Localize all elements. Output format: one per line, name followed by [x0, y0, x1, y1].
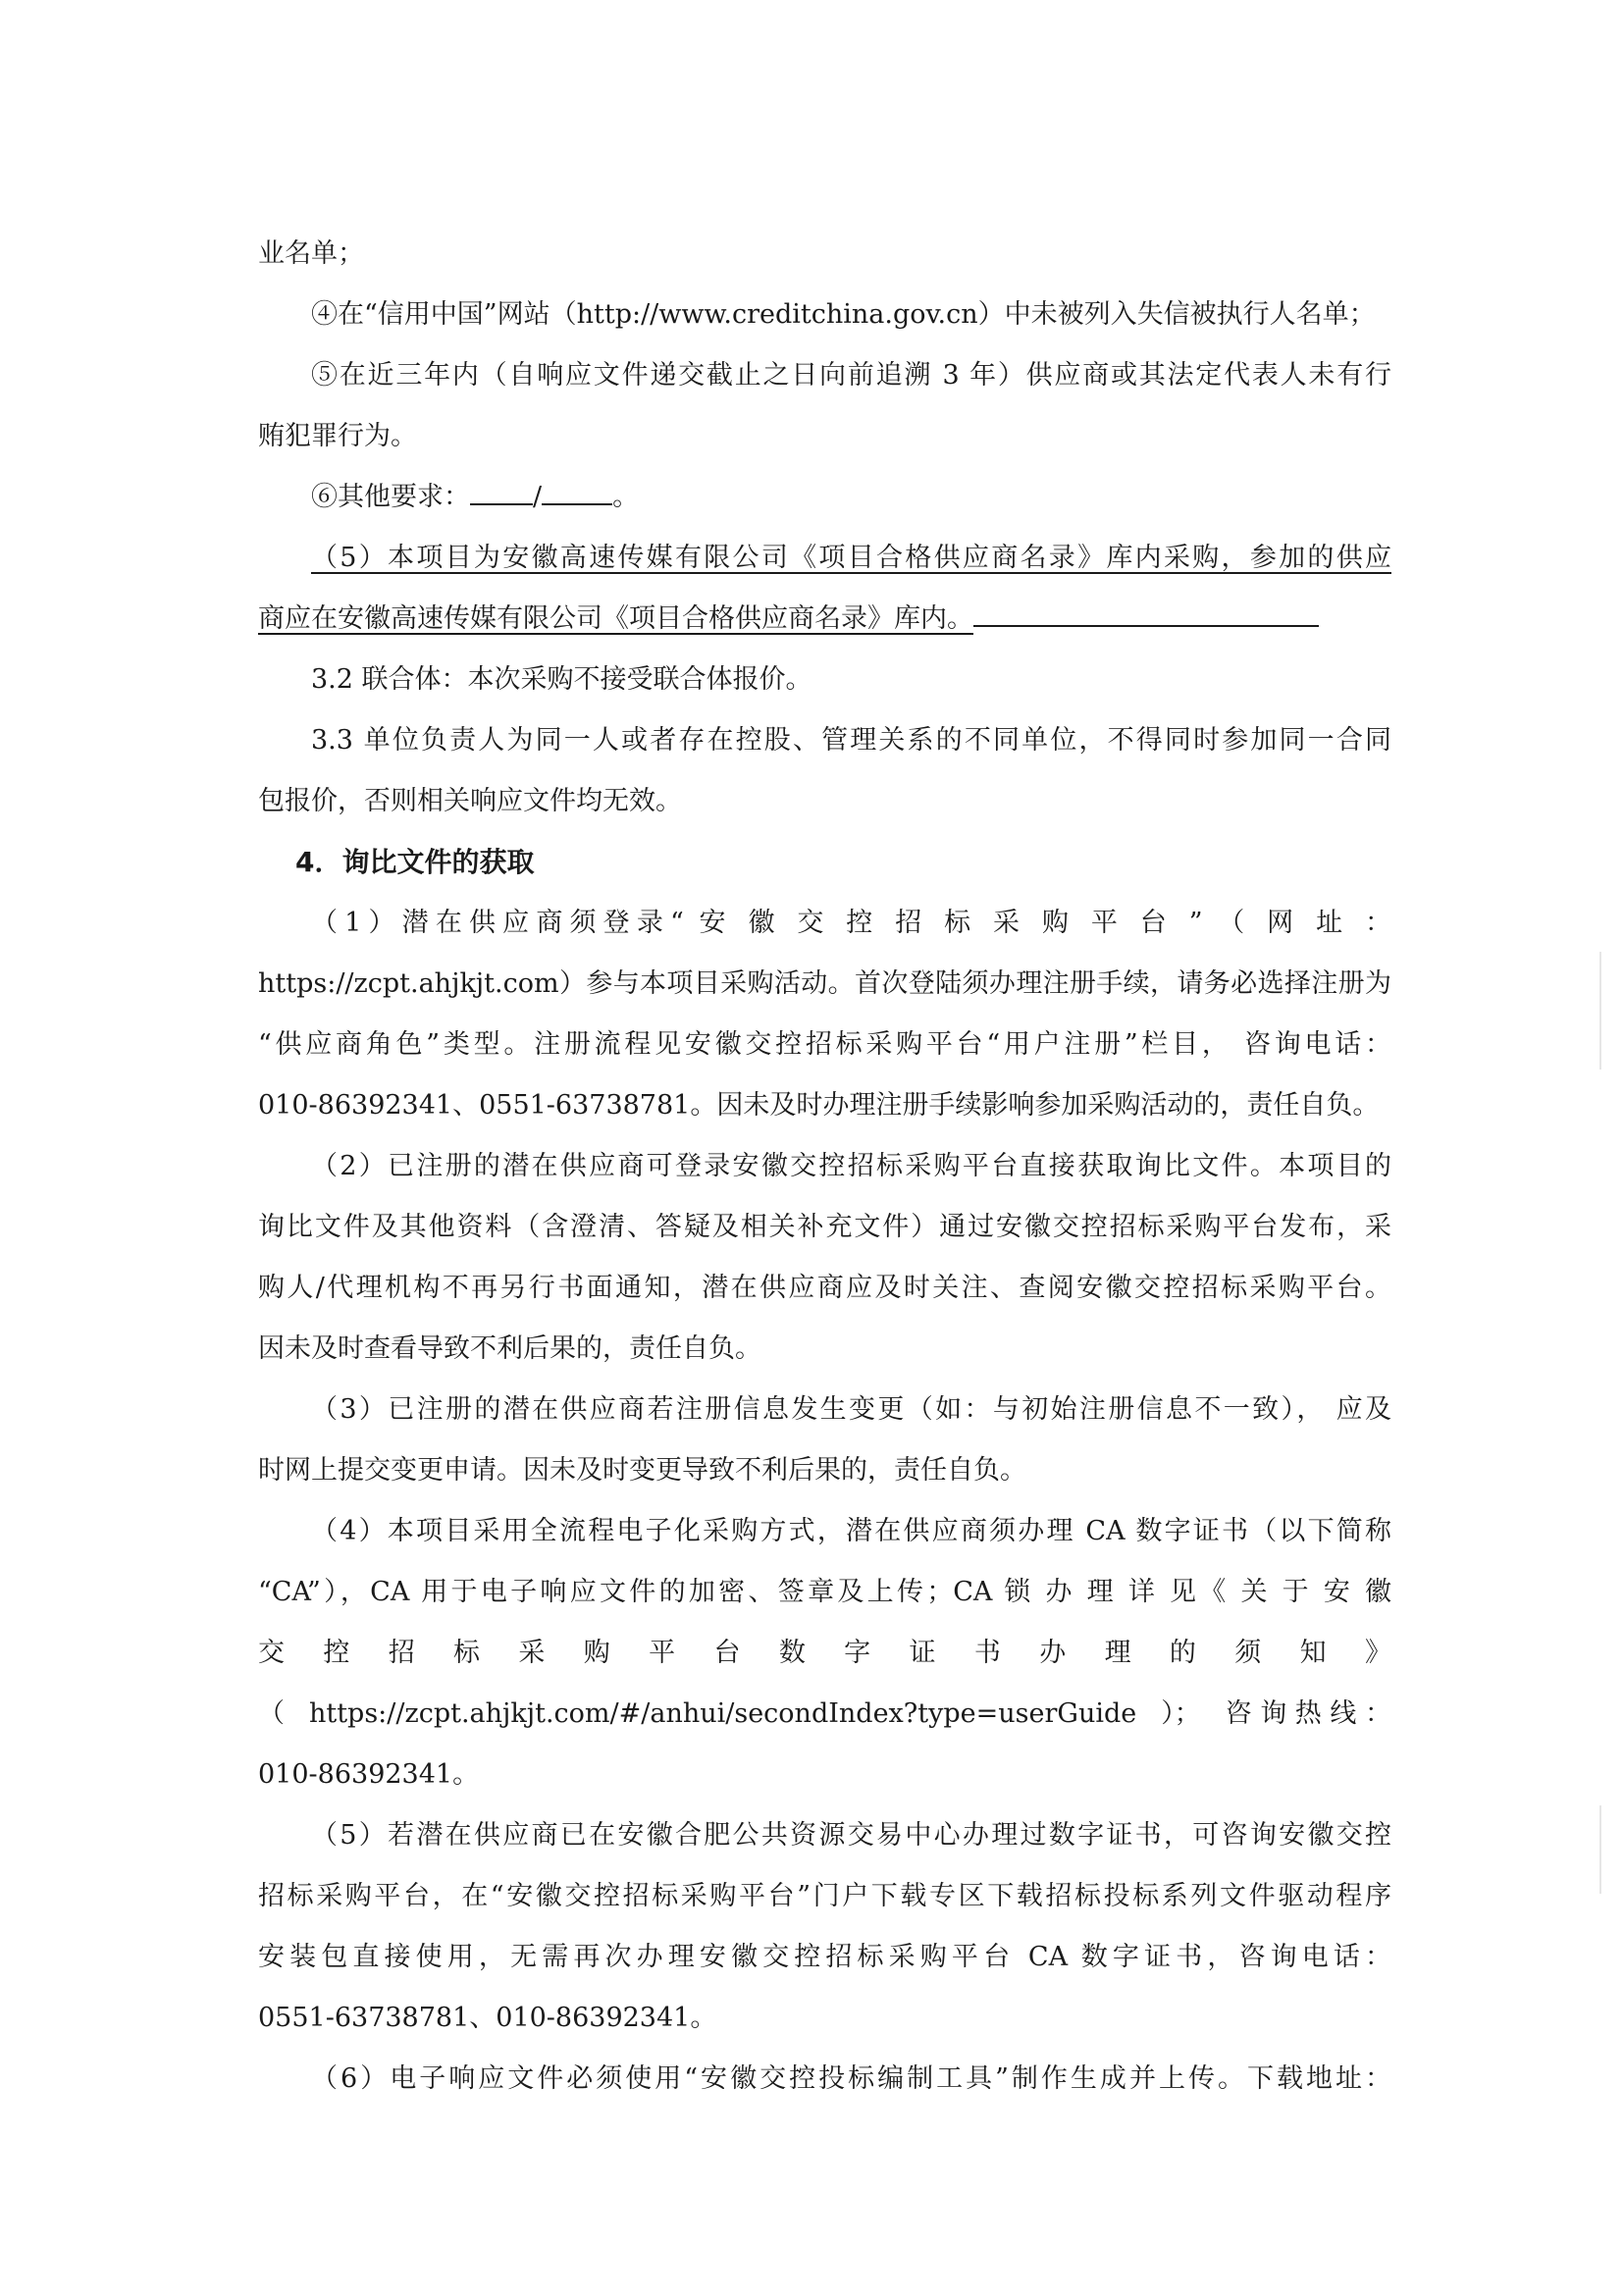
- text-line: 安装包直接使用，无需再次办理安徽交控招标采购平台 CA 数字证书，咨询电话：: [258, 1942, 1391, 1972]
- underline-rule: [973, 598, 1319, 627]
- text-line: 3.3 单位负责人为同一人或者存在控股、管理关系的不同单位，不得同时参加同一合同: [311, 725, 1391, 756]
- other-requirements-value: /: [533, 482, 543, 512]
- text-line: （4）本项目采用全流程电子化采购方式，潜在供应商须办理 CA 数字证书（以下简称: [311, 1516, 1391, 1546]
- text-line: （6）电子响应文件必须使用“安徽交控投标编制工具”制作生成并上传。下载地址：: [311, 2063, 1391, 2094]
- underlined-text: 商应在安徽高速传媒有限公司《项目合格供应商名录》库内。: [258, 603, 973, 634]
- scan-edge-mark: [1599, 1805, 1601, 1894]
- text-line: ⑤在近三年内（自响应文件递交截止之日向前追溯 3 年）供应商或其法定代表人未有行: [311, 360, 1391, 391]
- text-line: （2）已注册的潜在供应商可登录安徽交控招标采购平台直接获取询比文件。本项目的: [311, 1151, 1391, 1181]
- text-line: 交 控 招 标 采 购 平 台 数 字 证 书 办 理 的 须 知 》: [258, 1638, 1391, 1668]
- text-line: “供应商角色”类型。注册流程见安徽交控招标采购平台“用户注册”栏目， 咨询电话：: [258, 1029, 1391, 1060]
- text-line: 3.2 联合体：本次采购不接受联合体报价。: [311, 664, 812, 695]
- blank-field: [542, 476, 612, 505]
- text-line: 010-86392341。: [258, 1759, 480, 1790]
- text-line: https://zcpt.ahjkjt.com）参与本项目采购活动。首次登陆须办理注册手续，请务必选择注册为: [258, 968, 1391, 999]
- underlined-clause: [258, 589, 1391, 650]
- text-line: ④在“信用中国”网站（http://www.creditchina.gov.cn）中未被列入失信被执行人名单；: [311, 299, 1376, 330]
- text-line: 贿犯罪行为。: [258, 421, 417, 451]
- other-requirements-line: [258, 467, 1391, 528]
- other-requirements-label: ⑥其他要求：: [311, 482, 470, 512]
- text-line: 时网上提交变更申请。因未及时变更导致不利后果的，责任自负。: [258, 1455, 1026, 1486]
- text-line: 010-86392341、0551-63738781。因未及时办理注册手续影响参加采购活动的，责任自负。: [258, 1090, 1380, 1121]
- text-line: 购人/代理机构不再另行书面通知，潜在供应商应及时关注、查阅安徽交控招标采购平台。: [258, 1273, 1391, 1303]
- scan-edge-mark: [1599, 952, 1601, 1070]
- user-guide-url-line: [258, 1684, 1391, 1745]
- text-line: 招标采购平台，在“安徽交控招标采购平台”门户下载专区下载招标投标系列文件驱动程序: [258, 1881, 1391, 1911]
- paren-close: ）；: [1161, 1698, 1201, 1729]
- underlined-clause: [258, 528, 1391, 589]
- document-body: [258, 224, 1391, 2110]
- text-line: “CA”），CA 用于电子响应文件的加密、签章及上传；CA 锁 办 理 详 见《 关 于 安 徽: [258, 1577, 1391, 1607]
- text-line: 包报价，否则相关响应文件均无效。: [258, 786, 682, 816]
- hotline-label: 咨 询 热 线 ：: [1225, 1698, 1391, 1729]
- blank-field: [470, 476, 533, 505]
- other-requirements-end: 。: [612, 482, 640, 512]
- text-line: （5）若潜在供应商已在安徽合肥公共资源交易中心办理过数字证书，可咨询安徽交控: [311, 1820, 1391, 1851]
- section-heading: 4．询比文件的获取: [295, 846, 535, 878]
- paren-open: （: [258, 1698, 285, 1729]
- text-line: 业名单；: [258, 238, 364, 269]
- text-line: 0551-63738781、010-86392341。: [258, 2003, 717, 2033]
- underlined-text: （5）本项目为安徽高速传媒有限公司《项目合格供应商名录》库内采购，参加的供应: [311, 543, 1391, 573]
- text-line: （1）潜在供应商须登录“ 安 徽 交 控 招 标 采 购 平 台 ” （ 网 址 ：: [311, 908, 1391, 938]
- user-guide-url[interactable]: https://zcpt.ahjkjt.com/#/anhui/secondIndex?type=userGuide: [308, 1698, 1137, 1729]
- text-line: （3）已注册的潜在供应商若注册信息发生变更（如：与初始注册信息不一致）， 应及: [311, 1394, 1391, 1425]
- text-line: 询比文件及其他资料（含澄清、答疑及相关补充文件）通过安徽交控招标采购平台发布，采: [258, 1212, 1391, 1242]
- text-line: 因未及时查看导致不利后果的，责任自负。: [258, 1333, 761, 1364]
